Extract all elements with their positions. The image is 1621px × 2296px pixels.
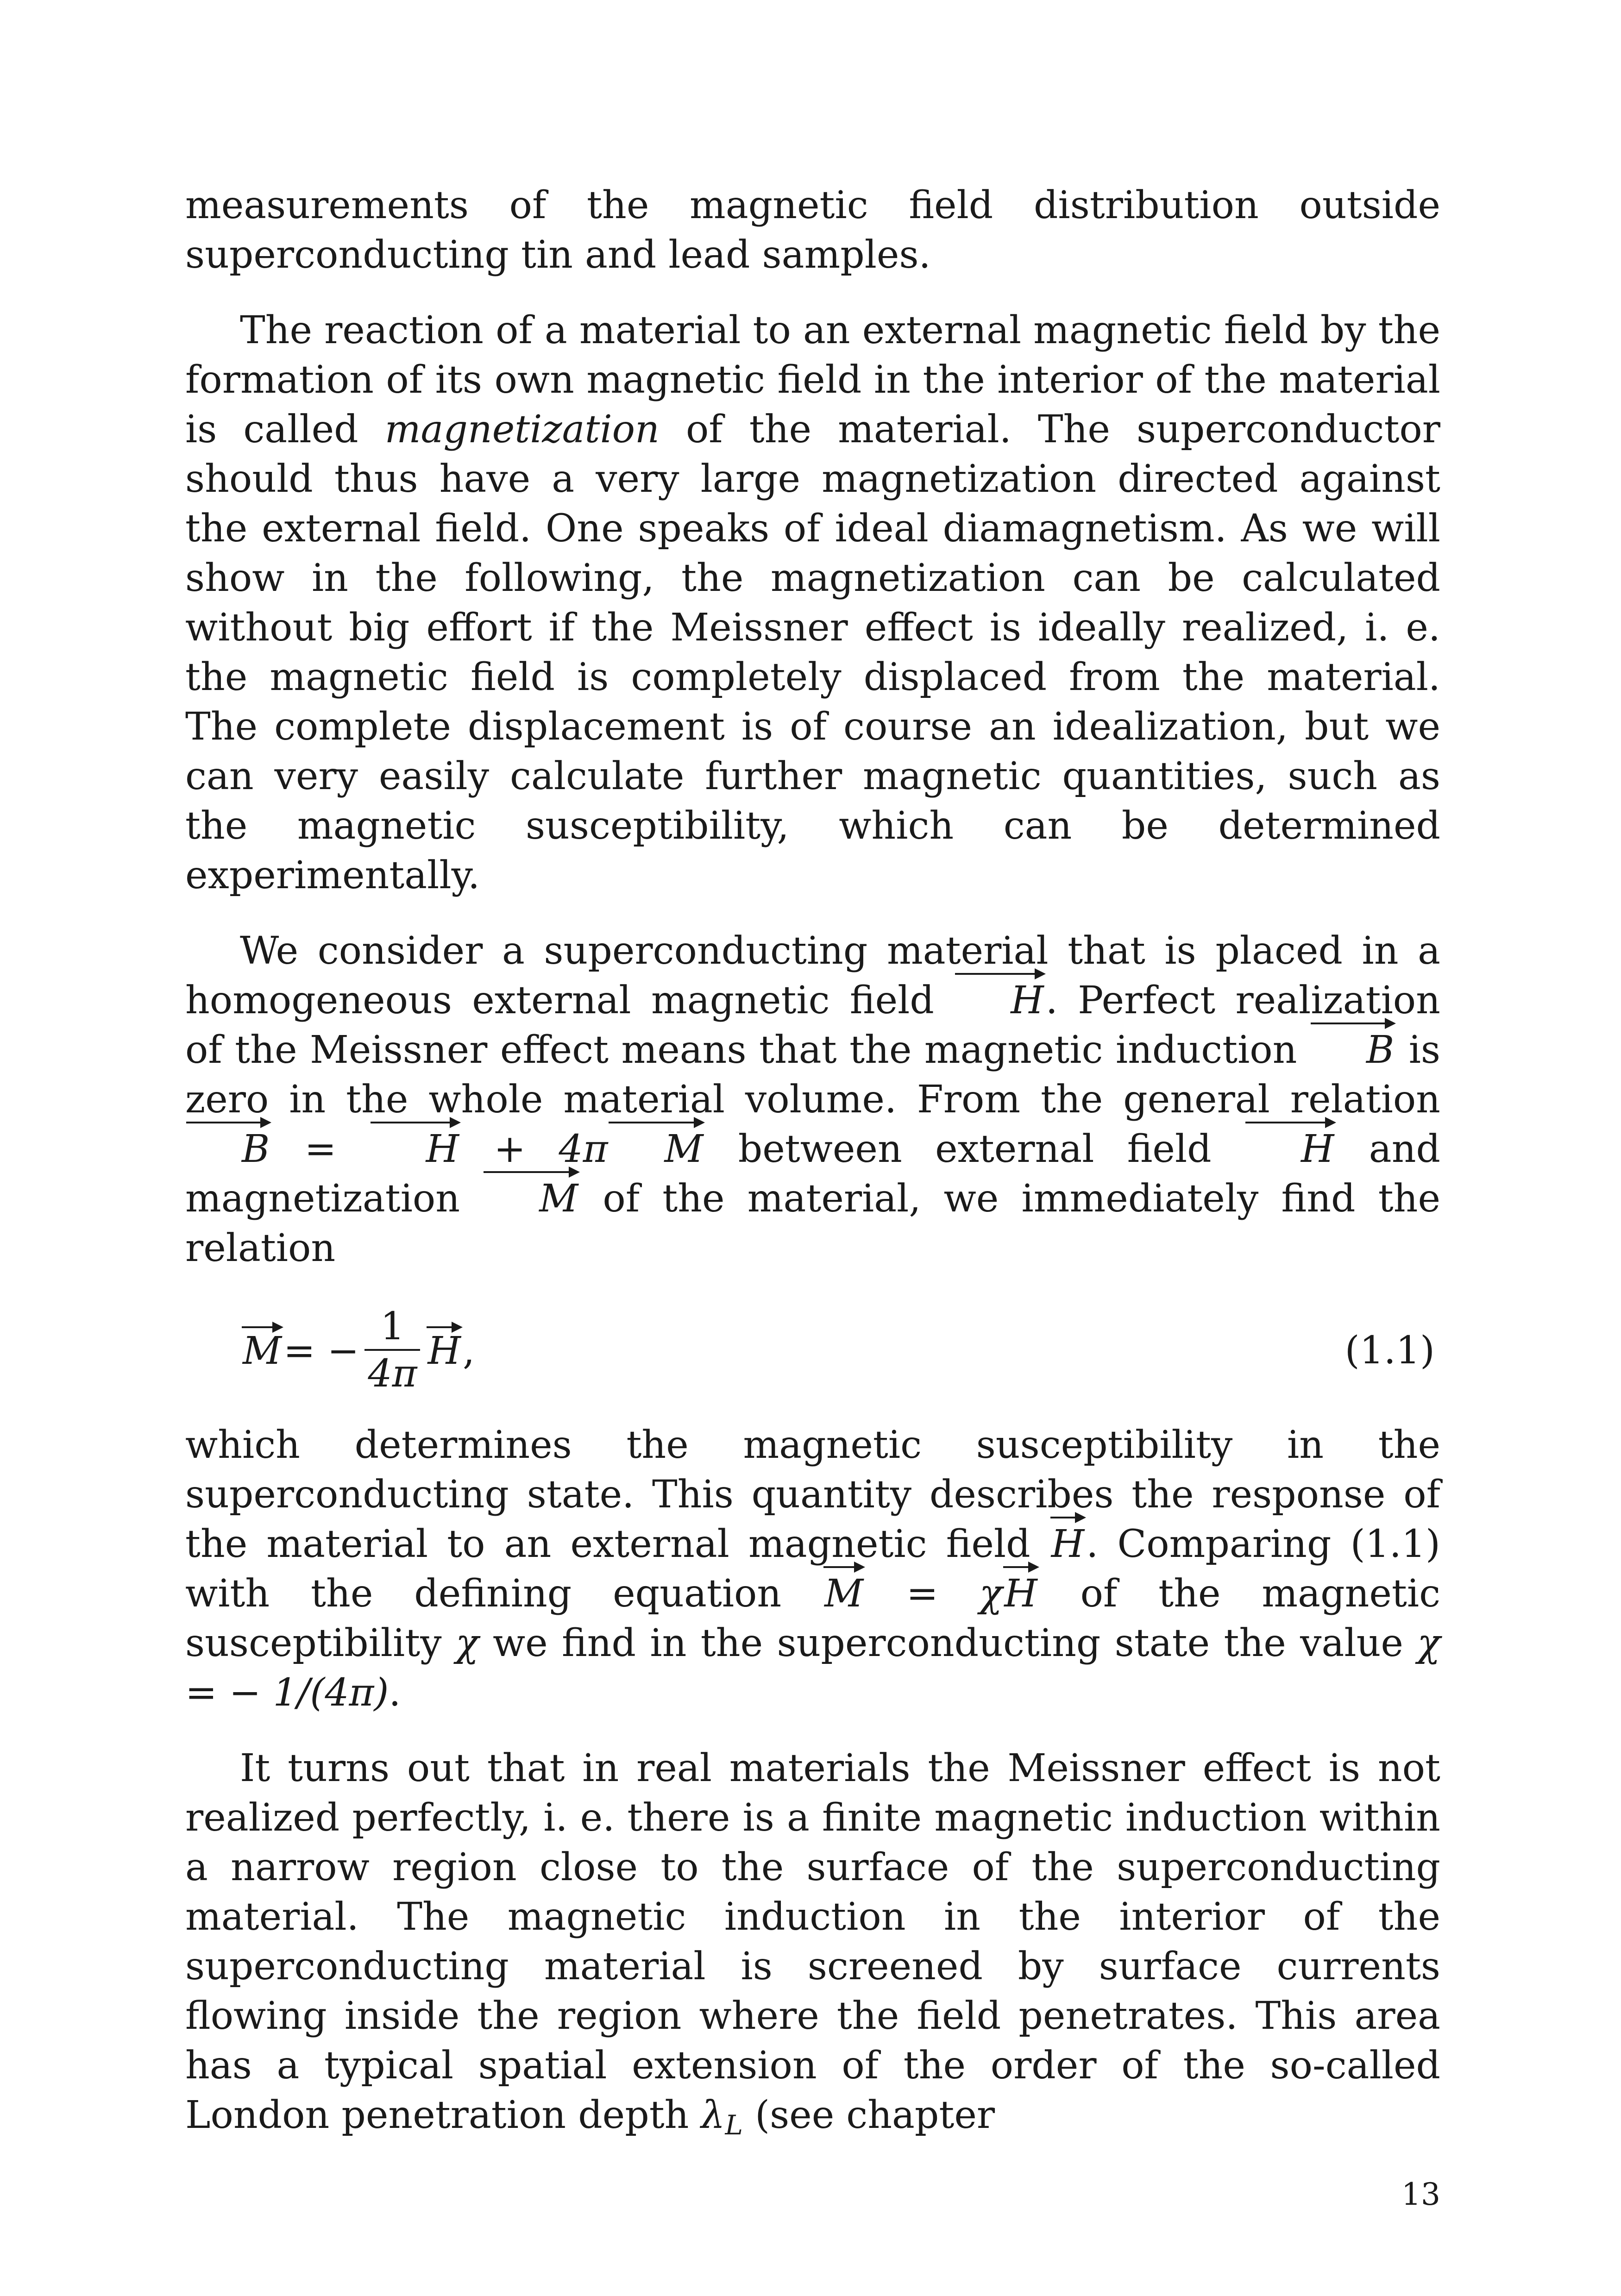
paragraph-4 bbox=[185, 1420, 1440, 1718]
plus-four-pi: + 4π bbox=[461, 1127, 608, 1171]
paragraph-5-text-b: (see chapter bbox=[743, 2093, 995, 2137]
equation-fraction bbox=[364, 1305, 420, 1397]
fraction-numerator: 1 bbox=[380, 1305, 405, 1349]
paragraph-2-text-a: The reaction of a material to an external magnetic field by the formation of its own magnetic field in the interior of the material is called bbox=[185, 308, 1440, 452]
chi-value: χ = − 1/(4π) bbox=[185, 1621, 1440, 1715]
equation-body bbox=[241, 1286, 475, 1416]
paragraph-3-text-b: . Perfect realization of the Meissner effect means that the magnetic induction bbox=[185, 979, 1440, 1072]
chi-symbol-definition: χ bbox=[979, 1572, 1003, 1616]
paragraph-5-text-a: It turns out that in real materials the Meissner effect is not realized perfectly, i. e. there is a finite magnetic induction within a narrow region close to the surface of the superconducting material. The magnetic induction in the interior of the superconducting material is screened by surface currents flowing inside the region where the field penetrates. This area has a typical spatial extension of the order of the so-called London penetration depth bbox=[185, 1746, 1440, 2137]
paragraph-3-text-f: of the material, we immediately find the relation bbox=[185, 1177, 1440, 1270]
lambda-subscript: L bbox=[725, 2109, 743, 2141]
equation-1-1 bbox=[185, 1286, 1440, 1416]
equals-sign: = bbox=[271, 1127, 370, 1171]
paragraph-1-text: measurements of the magnetic field distribution outside superconducting tin and lead samples. bbox=[185, 183, 1440, 277]
paragraph-3 bbox=[185, 926, 1440, 1273]
page-number: 13 bbox=[1401, 2177, 1440, 2212]
vector-h-relation: H bbox=[370, 1124, 461, 1174]
vector-h-external: H bbox=[1244, 1124, 1336, 1174]
equation-equals-minus: = − bbox=[283, 1329, 359, 1373]
fraction-denominator: 4π bbox=[368, 1352, 417, 1396]
equation-vector-m: M bbox=[241, 1329, 283, 1373]
paragraph-5 bbox=[185, 1744, 1440, 2150]
equation-number: (1.1) bbox=[1345, 1329, 1435, 1373]
paragraph-4-text-d: we find in the superconducting state the value bbox=[478, 1621, 1418, 1665]
lambda-symbol: λ bbox=[701, 2093, 725, 2137]
paragraph-4-text-a: which determines the magnetic susceptibility in the superconducting state. This quantity describes the response of the material to an external magnetic field bbox=[185, 1423, 1440, 1566]
vector-b: B bbox=[1310, 1025, 1396, 1075]
chi-symbol: χ bbox=[455, 1621, 479, 1665]
paragraph-1 bbox=[185, 181, 1440, 280]
vector-h-definition: H bbox=[1002, 1569, 1039, 1618]
equals-sign-definition: = bbox=[865, 1572, 980, 1616]
paragraph-4-text-e: . bbox=[389, 1671, 401, 1715]
term-magnetization: magnetization bbox=[384, 408, 660, 452]
paragraph-4-text-c: of the magnetic susceptibility bbox=[185, 1572, 1441, 1665]
paragraph-4-text-b: . Comparing (1.1) with the defining equation bbox=[185, 1522, 1440, 1616]
paragraph-3-text-e: and magnetization bbox=[185, 1127, 1440, 1221]
vector-b-relation: B bbox=[185, 1124, 271, 1174]
vector-m-relation: M bbox=[608, 1124, 705, 1174]
paragraph-2-text-b: of the material. The superconductor should thus have a very large magnetization directed against the external field. One speaks of ideal diamagnetism. As we will show in the following, the magnetization can be calculated without big effort if the Meissner effect is ideally realized, i. e. the magnetic field is completely displaced from the material. The complete displacement is of course an idealization, but we can very easily calculate further magnetic quantities, such as the magnetic susceptibility, which can be determined experimentally. bbox=[185, 408, 1440, 897]
paragraph-3-text-c: is zero in the whole material volume. From the general relation bbox=[185, 1028, 1441, 1122]
equation-comma: , bbox=[462, 1329, 475, 1373]
paragraph-3-text-d: between external field bbox=[705, 1127, 1244, 1171]
vector-m-magnetization: M bbox=[483, 1174, 580, 1223]
paragraph-3-text-a: We consider a superconducting material that is placed in a homogeneous external magnetic field bbox=[185, 929, 1440, 1023]
vector-h: H bbox=[954, 976, 1046, 1025]
vector-m-definition: M bbox=[823, 1569, 865, 1618]
equation-vector-h: H bbox=[426, 1329, 463, 1373]
vector-h-response: H bbox=[1049, 1519, 1087, 1569]
page-body bbox=[185, 181, 1440, 2150]
paragraph-2 bbox=[185, 306, 1440, 900]
